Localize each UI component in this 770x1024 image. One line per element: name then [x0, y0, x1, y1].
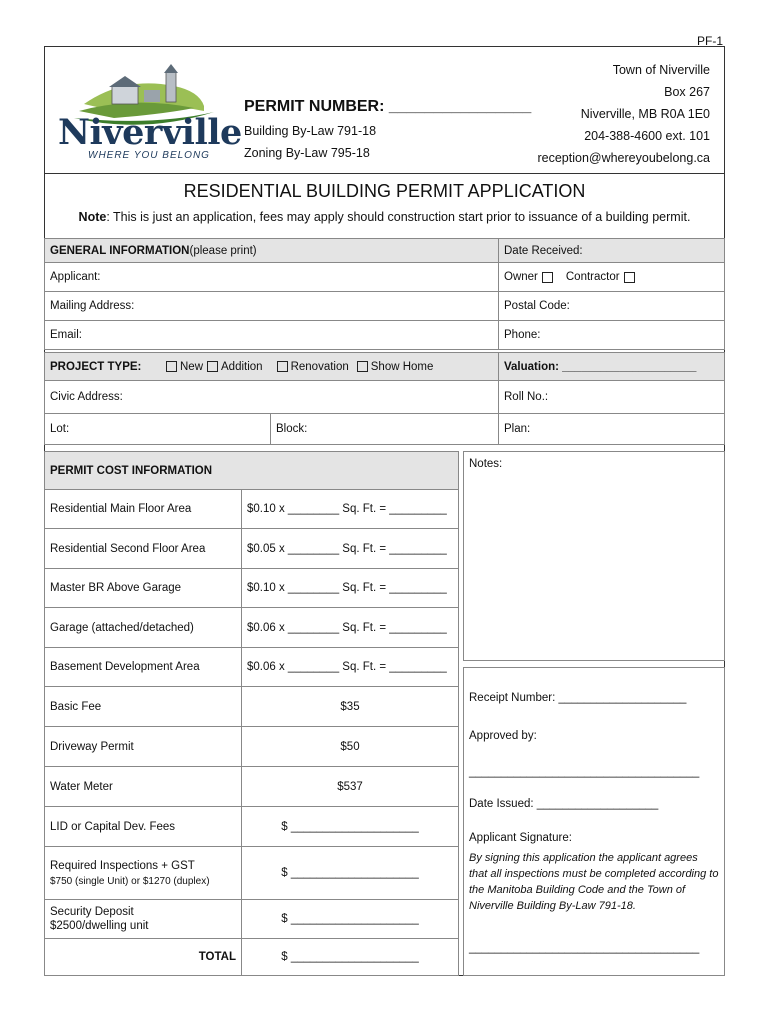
block-field[interactable]: Block: [270, 413, 499, 445]
cost-row-value[interactable]: $50 [241, 726, 459, 767]
town-box: Box 267 [664, 85, 710, 99]
inspections-value[interactable]: $ ____________________ [241, 846, 459, 900]
applicant-field[interactable]: Applicant: [44, 262, 499, 292]
approved-by: Approved by: [469, 730, 537, 742]
phone-field[interactable]: Phone: [498, 320, 725, 350]
cost-row-value[interactable]: $ ____________________ [241, 806, 459, 848]
cost-row-label: Garage (attached/detached) [44, 607, 242, 648]
email-field[interactable]: Email: [44, 320, 499, 350]
cost-heading: PERMIT COST INFORMATION [44, 451, 459, 490]
general-heading: GENERAL INFORMATION (please print) [44, 238, 499, 263]
approved-line[interactable]: ____________________________________ [469, 766, 700, 778]
roll-number-field[interactable]: Roll No.: [498, 380, 725, 414]
cost-row-label: Basic Fee [44, 686, 242, 727]
cost-row-label: Water Meter [44, 766, 242, 807]
security-label: Security Deposit $2500/dwelling unit [44, 899, 242, 939]
form-note: Note: This is just an application, fees may apply should construction start prior to issuance of a building permit. [78, 210, 691, 224]
civic-address-field[interactable]: Civic Address: [44, 380, 499, 414]
valuation-field[interactable]: Valuation: _____________________ [498, 352, 725, 381]
form-code: PF-1 [697, 34, 724, 48]
cost-row-label: Basement Development Area [44, 647, 242, 687]
lot-field[interactable]: Lot: [44, 413, 271, 445]
cost-row-label: Master BR Above Garage [44, 568, 242, 608]
date-issued[interactable]: Date Issued: ___________________ [469, 798, 659, 810]
addition-checkbox[interactable] [207, 361, 218, 372]
cost-row-label: LID or Capital Dev. Fees [44, 806, 242, 848]
date-received-field[interactable]: Date Received: [498, 238, 725, 263]
cost-row-label: Residential Second Floor Area [44, 528, 242, 569]
contractor-checkbox[interactable] [624, 272, 635, 283]
applicant-role: Owner Contractor [498, 262, 725, 292]
office-box [463, 667, 725, 976]
zoning-bylaw: Zoning By-Law 795-18 [244, 146, 370, 160]
town-email[interactable]: reception@whereyoubelong.ca [537, 151, 710, 165]
show-home-checkbox[interactable] [357, 361, 368, 372]
security-value[interactable]: $ ____________________ [241, 899, 459, 939]
receipt-number[interactable]: Receipt Number: ____________________ [469, 692, 687, 704]
building-bylaw: Building By-Law 791-18 [244, 124, 377, 138]
cost-row-value[interactable]: $0.10 x ________ Sq. Ft. = _________ [241, 568, 459, 608]
logo-wordmark: Niverville [58, 112, 242, 153]
declaration-text: By signing this application the applicant agrees that all inspections must be completed according to the Manitoba Building Code and the Town of Niverville Building By-Law 791-18. [469, 852, 719, 912]
total-label: TOTAL [44, 938, 242, 976]
owner-checkbox[interactable] [542, 272, 553, 283]
cost-row-value[interactable]: $0.06 x ________ Sq. Ft. = _________ [241, 647, 459, 687]
cost-row-value[interactable]: $0.05 x ________ Sq. Ft. = _________ [241, 528, 459, 569]
new-checkbox[interactable] [166, 361, 177, 372]
plan-field[interactable]: Plan: [498, 413, 725, 445]
notes-box[interactable]: Notes: [463, 451, 725, 661]
signature-line[interactable]: ____________________________________ [469, 942, 700, 954]
cost-row-label: Residential Main Floor Area [44, 489, 242, 529]
cost-row-value[interactable]: $0.10 x ________ Sq. Ft. = _________ [241, 489, 459, 529]
cost-row-value[interactable]: $0.06 x ________ Sq. Ft. = _________ [241, 607, 459, 648]
permit-number: PERMIT NUMBER: ________________ [244, 98, 532, 115]
cost-row-label: Driveway Permit [44, 726, 242, 767]
signature-label: Applicant Signature: [469, 832, 572, 844]
town-city: Niverville, MB R0A 1E0 [580, 107, 710, 121]
total-value[interactable]: $ ____________________ [241, 938, 459, 976]
mailing-address-field[interactable]: Mailing Address: [44, 291, 499, 321]
postal-code-field[interactable]: Postal Code: [498, 291, 725, 321]
project-type-row: PROJECT TYPE: New Addition Renovation Show Home [44, 352, 499, 381]
town-phone: 204-388-4600 ext. 101 [584, 129, 710, 143]
cost-row-value[interactable]: $537 [241, 766, 459, 807]
inspections-label: Required Inspections + GST $750 (single Unit) or $1270 (duplex) [44, 846, 242, 900]
logo-tagline: WHERE YOU BELONG [88, 150, 210, 161]
renovation-checkbox[interactable] [277, 361, 288, 372]
form-title: RESIDENTIAL BUILDING PERMIT APPLICATION [183, 181, 586, 201]
cost-row-value[interactable]: $35 [241, 686, 459, 727]
town-name: Town of Niverville [612, 63, 710, 77]
